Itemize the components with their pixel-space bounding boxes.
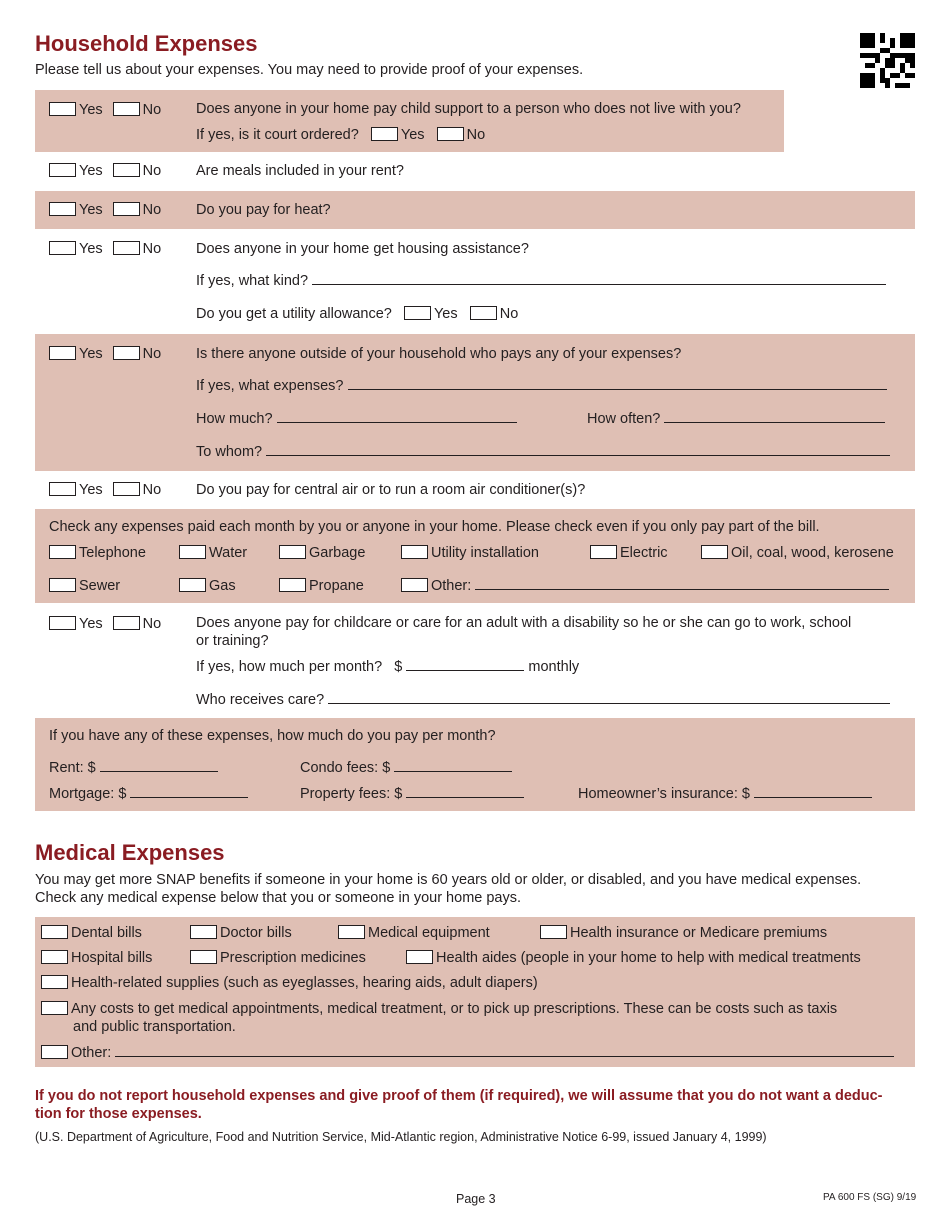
- rent-field: Rent: $: [49, 760, 218, 776]
- medical-doctor[interactable]: Doctor bills: [190, 925, 292, 941]
- child-support-yes-checkbox[interactable]: [49, 102, 76, 116]
- mortgage-field: Mortgage: $: [49, 786, 248, 802]
- property-fees-field: Property fees: $: [300, 786, 524, 802]
- homeowners-insurance-input[interactable]: [754, 797, 872, 798]
- childcare-amount-field: If yes, how much per month? $ monthly: [196, 659, 580, 675]
- childcare-yes-no: Yes No: [49, 616, 161, 632]
- sewer-checkbox[interactable]: [49, 578, 76, 592]
- medical-expenses-title: Medical Expenses: [35, 840, 225, 865]
- insurance-checkbox[interactable]: [540, 925, 567, 939]
- garbage-checkbox[interactable]: [279, 545, 306, 559]
- citation: (U.S. Department of Agriculture, Food and Nutrition Service, Mid-Atlantic region, Administrative Notice 6-99, issued January 4, 1999): [35, 1130, 767, 1144]
- housing-yes-no: Yes No: [49, 241, 161, 257]
- medical-prescription[interactable]: Prescription medicines: [190, 950, 366, 966]
- child-support-no-checkbox[interactable]: [113, 102, 140, 116]
- housing-yes-checkbox[interactable]: [49, 241, 76, 255]
- telephone-checkbox[interactable]: [49, 545, 76, 559]
- medical-costs-line2: and public transportation.: [73, 1019, 236, 1035]
- housing-kind-input[interactable]: [312, 284, 886, 285]
- per-month-question: If you have any of these expenses, how much do you pay per month?: [49, 728, 496, 744]
- utility-other: Other:: [401, 578, 889, 594]
- childcare-question-line2: or training?: [196, 633, 269, 649]
- how-often-field: How often?: [587, 411, 885, 427]
- medical-dental[interactable]: Dental bills: [41, 925, 142, 941]
- utility-telephone[interactable]: Telephone: [49, 545, 146, 561]
- costs-checkbox[interactable]: [41, 1001, 68, 1015]
- central-air-yes-no: Yes No: [49, 482, 161, 498]
- medical-aides[interactable]: Health aides (people in your home to help with medical treatments: [406, 950, 861, 966]
- row-heat: [35, 191, 915, 229]
- utility-allowance-no-checkbox[interactable]: [470, 306, 497, 320]
- aides-checkbox[interactable]: [406, 950, 433, 964]
- warning-line1: If you do not report household expenses and give proof of them (if required), we will assume that you do not want a deduc-: [35, 1088, 883, 1104]
- utility-electric[interactable]: Electric: [590, 545, 668, 561]
- who-receives-field: Who receives care?: [196, 692, 890, 708]
- utility-installation-checkbox[interactable]: [401, 545, 428, 559]
- meals-yes-checkbox[interactable]: [49, 163, 76, 177]
- condo-fees-field: Condo fees: $: [300, 760, 512, 776]
- monthly-instruction: Check any expenses paid each month by you or anyone in your home. Please check even if you only pay part of the bill.: [49, 519, 820, 535]
- child-support-question: Does anyone in your home pay child support to a person who does not live with you?: [196, 101, 741, 117]
- doctor-checkbox[interactable]: [190, 925, 217, 939]
- household-intro: Please tell us about your expenses. You may need to provide proof of your expenses.: [35, 62, 584, 78]
- qr-code: [860, 33, 915, 88]
- utility-allowance-question: Do you get a utility allowance? Yes No: [196, 306, 519, 322]
- household-expenses-title: Household Expenses: [35, 31, 258, 56]
- childcare-amount-input[interactable]: [406, 670, 524, 671]
- outside-no-checkbox[interactable]: [113, 346, 140, 360]
- utility-garbage[interactable]: Garbage: [279, 545, 365, 561]
- heat-question: Do you pay for heat?: [196, 202, 331, 218]
- meals-yes-no: Yes No: [49, 163, 161, 179]
- outside-what-input[interactable]: [348, 389, 887, 390]
- utility-gas[interactable]: Gas: [179, 578, 236, 594]
- other-utility-input[interactable]: [475, 589, 889, 590]
- housing-question: Does anyone in your home get housing assistance?: [196, 241, 529, 257]
- water-checkbox[interactable]: [179, 545, 206, 559]
- medical-other-checkbox[interactable]: [41, 1045, 68, 1059]
- outside-yes-checkbox[interactable]: [49, 346, 76, 360]
- medical-other: Other:: [41, 1045, 894, 1061]
- form-id: PA 600 FS (SG) 9/19: [823, 1192, 917, 1203]
- utility-sewer[interactable]: Sewer: [49, 578, 120, 594]
- meals-no-checkbox[interactable]: [113, 163, 140, 177]
- how-much-input[interactable]: [277, 422, 517, 423]
- central-air-yes-checkbox[interactable]: [49, 482, 76, 496]
- court-ordered-question: If yes, is it court ordered? Yes No: [196, 127, 486, 143]
- gas-checkbox[interactable]: [179, 578, 206, 592]
- outside-question: Is there anyone outside of your household who pays any of your expenses?: [196, 346, 682, 362]
- utility-installation[interactable]: Utility installation: [401, 545, 539, 561]
- supplies-checkbox[interactable]: [41, 975, 68, 989]
- equipment-checkbox[interactable]: [338, 925, 365, 939]
- medical-intro-line1: You may get more SNAP benefits if someone in your home is 60 years old or older, or disabled, and you have medical expenses.: [35, 872, 862, 888]
- outside-yes-no: Yes No: [49, 346, 161, 362]
- dental-checkbox[interactable]: [41, 925, 68, 939]
- to-whom-input[interactable]: [266, 455, 890, 456]
- prescription-checkbox[interactable]: [190, 950, 217, 964]
- utility-allowance-yes-checkbox[interactable]: [404, 306, 431, 320]
- other-utility-checkbox[interactable]: [401, 578, 428, 592]
- court-ordered-yes-checkbox[interactable]: [371, 127, 398, 141]
- how-much-field: How much?: [196, 411, 517, 427]
- property-fees-input[interactable]: [406, 797, 524, 798]
- how-often-input[interactable]: [664, 422, 885, 423]
- medical-other-input[interactable]: [115, 1056, 894, 1057]
- central-air-no-checkbox[interactable]: [113, 482, 140, 496]
- medical-supplies[interactable]: Health-related supplies (such as eyeglasses, hearing aids, adult diapers): [41, 975, 538, 991]
- childcare-question-line1: Does anyone pay for childcare or care for an adult with a disability so he or she can go to work, school: [196, 615, 852, 631]
- hospital-checkbox[interactable]: [41, 950, 68, 964]
- medical-equipment[interactable]: Medical equipment: [338, 925, 490, 941]
- central-air-question: Do you pay for central air or to run a room air conditioner(s)?: [196, 482, 586, 498]
- housing-kind-field: If yes, what kind?: [196, 273, 886, 289]
- court-ordered-no-checkbox[interactable]: [437, 127, 464, 141]
- medical-insurance[interactable]: Health insurance or Medicare premiums: [540, 925, 827, 941]
- mortgage-input[interactable]: [130, 797, 248, 798]
- medical-intro-line2: Check any medical expense below that you or someone in your home pays.: [35, 890, 522, 906]
- to-whom-field: To whom?: [196, 444, 890, 460]
- heat-yes-checkbox[interactable]: [49, 202, 76, 216]
- oil-checkbox[interactable]: [701, 545, 728, 559]
- utility-propane[interactable]: Propane: [279, 578, 364, 594]
- condo-fees-input[interactable]: [394, 771, 512, 772]
- rent-input[interactable]: [100, 771, 218, 772]
- warning-line2: tion for those expenses.: [35, 1106, 202, 1122]
- who-receives-input[interactable]: [328, 703, 890, 704]
- homeowners-insurance-field: Homeowner’s insurance: $: [578, 786, 872, 802]
- childcare-no-checkbox[interactable]: [113, 616, 140, 630]
- meals-question: Are meals included in your rent?: [196, 163, 404, 179]
- housing-no-checkbox[interactable]: [113, 241, 140, 255]
- childcare-yes-checkbox[interactable]: [49, 616, 76, 630]
- outside-what-field: If yes, what expenses?: [196, 378, 887, 394]
- heat-yes-no: Yes No: [49, 202, 161, 218]
- medical-hospital[interactable]: Hospital bills: [41, 950, 152, 966]
- propane-checkbox[interactable]: [279, 578, 306, 592]
- electric-checkbox[interactable]: [590, 545, 617, 559]
- utility-water[interactable]: Water: [179, 545, 247, 561]
- child-support-yes-no: Yes No: [49, 102, 161, 118]
- utility-oil[interactable]: Oil, coal, wood, kerosene: [701, 545, 894, 561]
- heat-no-checkbox[interactable]: [113, 202, 140, 216]
- page-number: Page 3: [456, 1192, 496, 1206]
- medical-costs[interactable]: Any costs to get medical appointments, medical treatment, or to pick up prescriptions. These can be costs such as taxis: [41, 1001, 837, 1017]
